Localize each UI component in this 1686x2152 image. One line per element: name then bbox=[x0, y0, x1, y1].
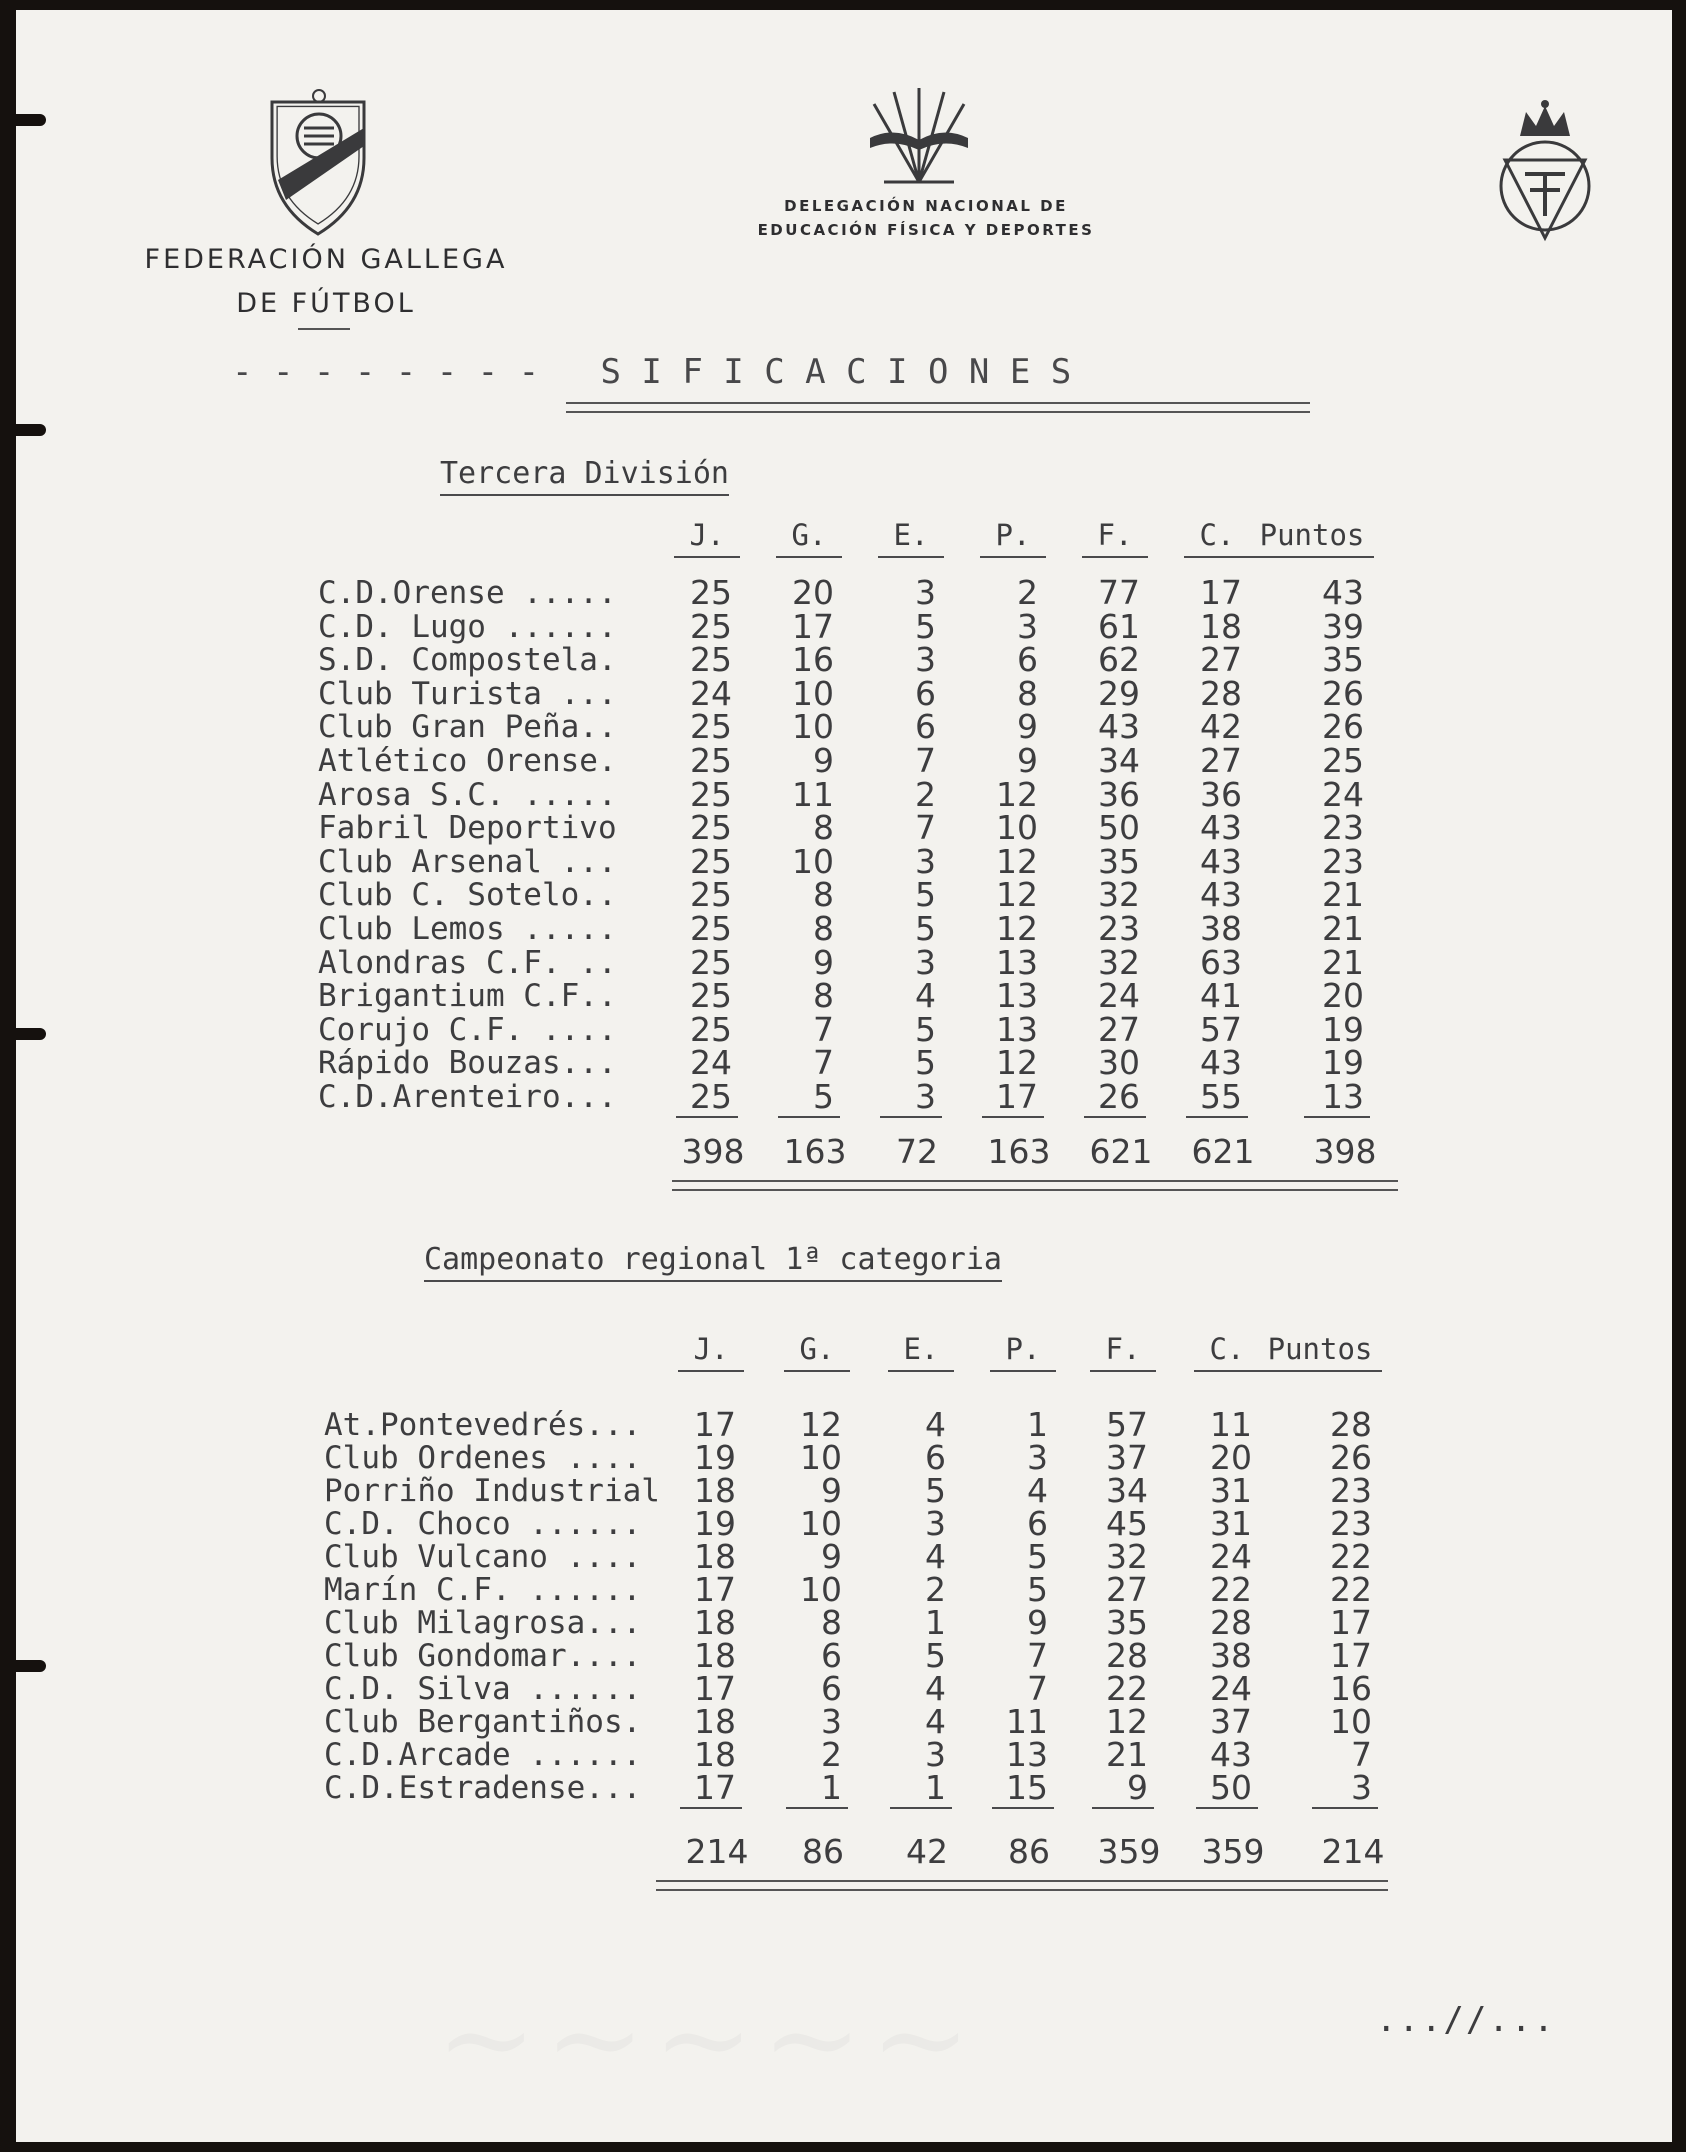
stat-cell: 25 bbox=[690, 1009, 732, 1049]
stat-cell: 57 bbox=[1200, 1009, 1242, 1049]
stat-cell: 34 bbox=[1106, 1471, 1148, 1510]
stat-cell: 9 bbox=[813, 741, 834, 780]
stat-cell: 25 bbox=[690, 741, 732, 780]
sum-underline bbox=[1084, 1116, 1146, 1118]
team-name: Club Gondomar.... bbox=[324, 1638, 642, 1674]
stat-cell: 18 bbox=[694, 1636, 736, 1675]
stat-cell: 77 bbox=[1098, 573, 1140, 612]
total-cell: 163 bbox=[987, 1132, 1051, 1171]
continuation-mark: ...//... bbox=[1376, 2000, 1556, 2040]
stat-cell: 21 bbox=[1322, 875, 1364, 915]
stat-cell: 27 bbox=[1106, 1570, 1148, 1609]
binding-hole bbox=[16, 1028, 46, 1040]
stat-cell: 6 bbox=[1027, 1504, 1048, 1543]
stat-cell: 8 bbox=[813, 808, 834, 848]
federation-line-2: DE FÚTBOL bbox=[236, 288, 416, 319]
stat-cell: 11 bbox=[1210, 1405, 1252, 1444]
stat-cell: 62 bbox=[1098, 640, 1140, 680]
stat-cell: 50 bbox=[1210, 1768, 1252, 1807]
stat-cell: 25 bbox=[690, 707, 732, 747]
stat-cell: 7 bbox=[1027, 1669, 1048, 1708]
stat-cell: 25 bbox=[690, 1077, 732, 1116]
stat-cell: 6 bbox=[925, 1438, 946, 1477]
stat-cell: 45 bbox=[1106, 1504, 1148, 1543]
stat-cell: 43 bbox=[1322, 573, 1364, 612]
stat-cell: 20 bbox=[1210, 1438, 1252, 1477]
sum-underline bbox=[890, 1807, 952, 1809]
sum-underline bbox=[680, 1807, 742, 1809]
team-name: Club C. Sotelo.. bbox=[318, 877, 617, 914]
stat-cell: 23 bbox=[1322, 808, 1364, 848]
team-name: Fabril Deportivo bbox=[318, 810, 617, 847]
stat-cell: 18 bbox=[694, 1702, 736, 1741]
stat-cell: 3 bbox=[1017, 606, 1038, 646]
stat-cell: 22 bbox=[1330, 1570, 1372, 1609]
stat-cell: 6 bbox=[915, 673, 936, 713]
stat-cell: 17 bbox=[694, 1768, 736, 1807]
stat-cell: 10 bbox=[800, 1570, 842, 1609]
stat-cell: 55 bbox=[1200, 1077, 1242, 1116]
stat-cell: 4 bbox=[1027, 1471, 1048, 1510]
stat-cell: 19 bbox=[694, 1504, 736, 1543]
federation-line-1: FEDERACIÓN GALLEGA bbox=[144, 244, 508, 275]
stat-cell: 8 bbox=[813, 909, 834, 948]
stat-cell: 8 bbox=[1017, 673, 1038, 713]
stat-cell: 4 bbox=[925, 1669, 946, 1708]
stat-cell: 3 bbox=[915, 640, 936, 680]
stat-cell: 25 bbox=[1322, 741, 1364, 780]
stat-cell: 3 bbox=[915, 573, 936, 612]
sum-underline bbox=[778, 1116, 840, 1118]
stat-cell: 12 bbox=[996, 774, 1038, 814]
stat-cell: 43 bbox=[1098, 707, 1140, 747]
column-header: Puntos bbox=[1250, 518, 1374, 558]
stat-cell: 11 bbox=[792, 774, 834, 814]
stat-cell: 23 bbox=[1330, 1504, 1372, 1543]
stat-cell: 5 bbox=[915, 1009, 936, 1049]
sum-underline bbox=[992, 1807, 1054, 1809]
stat-cell: 4 bbox=[925, 1702, 946, 1741]
stat-cell: 18 bbox=[1200, 606, 1242, 646]
stat-cell: 5 bbox=[915, 606, 936, 646]
team-name: At.Pontevedrés... bbox=[324, 1407, 642, 1443]
stat-cell: 25 bbox=[690, 909, 732, 948]
stat-cell: 25 bbox=[690, 606, 732, 646]
team-name: Club Milagrosa... bbox=[324, 1605, 642, 1641]
stat-cell: 21 bbox=[1322, 909, 1364, 948]
stat-cell: 12 bbox=[996, 1043, 1038, 1083]
column-header: P. bbox=[980, 518, 1046, 558]
stat-cell: 10 bbox=[996, 808, 1038, 848]
stat-cell: 5 bbox=[925, 1636, 946, 1675]
team-name: C.D.Orense ..... bbox=[318, 575, 617, 611]
stat-cell: 25 bbox=[690, 841, 732, 881]
stat-cell: 17 bbox=[792, 606, 834, 646]
stat-cell: 31 bbox=[1210, 1504, 1252, 1543]
tercera-heading: Tercera División bbox=[440, 456, 729, 496]
team-name: Corujo C.F. .... bbox=[318, 1011, 617, 1048]
binding-hole bbox=[16, 114, 46, 126]
stat-cell: 9 bbox=[1017, 707, 1038, 747]
stat-cell: 3 bbox=[915, 942, 936, 982]
total-cell: 86 bbox=[1008, 1832, 1050, 1871]
stat-cell: 23 bbox=[1322, 841, 1364, 881]
team-name: Club Bergantiños. bbox=[324, 1704, 642, 1740]
column-header: E. bbox=[888, 1332, 954, 1372]
stat-cell: 13 bbox=[996, 1009, 1038, 1049]
stat-cell: 25 bbox=[690, 976, 732, 1016]
stat-cell: 24 bbox=[690, 1043, 732, 1083]
stat-cell: 36 bbox=[1098, 774, 1140, 814]
stat-cell: 27 bbox=[1200, 640, 1242, 680]
stat-cell: 31 bbox=[1210, 1471, 1252, 1510]
stat-cell: 7 bbox=[1351, 1735, 1372, 1774]
federation-crest-icon bbox=[264, 88, 374, 238]
stat-cell: 10 bbox=[792, 673, 834, 713]
stat-cell: 3 bbox=[925, 1504, 946, 1543]
stat-cell: 22 bbox=[1106, 1669, 1148, 1708]
column-header: C. bbox=[1184, 518, 1250, 558]
stat-cell: 6 bbox=[821, 1636, 842, 1675]
stat-cell: 3 bbox=[1027, 1438, 1048, 1477]
stat-cell: 9 bbox=[813, 942, 834, 982]
stat-cell: 28 bbox=[1200, 673, 1242, 713]
stat-cell: 25 bbox=[690, 573, 732, 612]
stat-cell: 25 bbox=[690, 774, 732, 814]
stat-cell: 17 bbox=[694, 1669, 736, 1708]
royal-crown-crest-icon bbox=[1490, 98, 1600, 248]
regional-heading: Campeonato regional 1ª categoria bbox=[424, 1242, 1002, 1282]
stat-cell: 37 bbox=[1210, 1702, 1252, 1741]
total-cell: 398 bbox=[1313, 1132, 1377, 1171]
stat-cell: 1 bbox=[821, 1768, 842, 1807]
stat-cell: 25 bbox=[690, 808, 732, 848]
stat-cell: 5 bbox=[1027, 1570, 1048, 1609]
stat-cell: 12 bbox=[996, 875, 1038, 915]
team-name: Club Gran Peña.. bbox=[318, 709, 617, 746]
stat-cell: 13 bbox=[996, 976, 1038, 1016]
delegation-name bbox=[716, 194, 1136, 242]
binding-hole bbox=[16, 424, 46, 436]
team-name: Club Turista ... bbox=[318, 675, 617, 712]
sum-underline bbox=[1304, 1116, 1370, 1118]
stat-cell: 43 bbox=[1200, 875, 1242, 915]
stat-cell: 24 bbox=[1322, 774, 1364, 814]
stat-cell: 8 bbox=[821, 1603, 842, 1642]
total-cell: 621 bbox=[1191, 1132, 1255, 1171]
stat-cell: 24 bbox=[1210, 1669, 1252, 1708]
column-header: E. bbox=[878, 518, 944, 558]
stat-cell: 22 bbox=[1330, 1537, 1372, 1576]
stat-cell: 17 bbox=[996, 1077, 1038, 1116]
column-header: F. bbox=[1090, 1332, 1156, 1372]
stat-cell: 11 bbox=[1006, 1702, 1048, 1741]
stat-cell: 1 bbox=[925, 1603, 946, 1642]
stat-cell: 12 bbox=[996, 841, 1038, 881]
stat-cell: 16 bbox=[792, 640, 834, 680]
team-name: Rápido Bouzas... bbox=[318, 1045, 617, 1082]
faint-handwritten-watermark: ~~~~~ bbox=[436, 1970, 979, 2109]
stat-cell: 35 bbox=[1106, 1603, 1148, 1642]
total-cell: 621 bbox=[1089, 1132, 1153, 1171]
team-name: Club Arsenal ... bbox=[318, 843, 617, 880]
stat-cell: 24 bbox=[1210, 1537, 1252, 1576]
stat-cell: 32 bbox=[1098, 942, 1140, 982]
document-page bbox=[16, 10, 1672, 2142]
team-name: S.D. Compostela. bbox=[318, 642, 617, 679]
stat-cell: 1 bbox=[925, 1768, 946, 1807]
stat-cell: 22 bbox=[1210, 1570, 1252, 1609]
stat-cell: 30 bbox=[1098, 1043, 1140, 1083]
stat-cell: 26 bbox=[1322, 673, 1364, 713]
total-cell: 214 bbox=[1321, 1832, 1385, 1871]
stat-cell: 17 bbox=[1330, 1603, 1372, 1642]
sum-underline bbox=[1092, 1807, 1154, 1809]
team-name: C.D.Arenteiro... bbox=[318, 1079, 617, 1115]
stat-cell: 17 bbox=[1330, 1636, 1372, 1675]
total-cell: 72 bbox=[896, 1132, 938, 1171]
stat-cell: 21 bbox=[1106, 1735, 1148, 1774]
page-title: - - - - - - - - S I F I C A C I O N E S bbox=[232, 352, 1072, 392]
stat-cell: 2 bbox=[915, 774, 936, 814]
stat-cell: 2 bbox=[821, 1735, 842, 1774]
stat-cell: 43 bbox=[1200, 1043, 1242, 1083]
stat-cell: 38 bbox=[1200, 909, 1242, 948]
stat-cell: 10 bbox=[1330, 1702, 1372, 1741]
stat-cell: 43 bbox=[1200, 808, 1242, 848]
stat-cell: 17 bbox=[1200, 573, 1242, 612]
stat-cell: 5 bbox=[925, 1471, 946, 1510]
column-header: G. bbox=[784, 1332, 850, 1372]
stat-cell: 19 bbox=[694, 1438, 736, 1477]
stat-cell: 9 bbox=[821, 1471, 842, 1510]
stat-cell: 43 bbox=[1210, 1735, 1252, 1774]
stat-cell: 63 bbox=[1200, 942, 1242, 982]
stat-cell: 38 bbox=[1210, 1636, 1252, 1675]
stat-cell: 17 bbox=[694, 1405, 736, 1444]
stat-cell: 19 bbox=[1322, 1009, 1364, 1049]
stat-cell: 7 bbox=[915, 808, 936, 848]
sum-underline bbox=[880, 1116, 942, 1118]
stat-cell: 12 bbox=[1106, 1702, 1148, 1741]
stat-cell: 57 bbox=[1106, 1405, 1148, 1444]
stat-cell: 28 bbox=[1106, 1636, 1148, 1675]
stat-cell: 16 bbox=[1330, 1669, 1372, 1708]
stat-cell: 5 bbox=[915, 1043, 936, 1083]
stat-cell: 21 bbox=[1322, 942, 1364, 982]
stat-cell: 13 bbox=[1322, 1077, 1364, 1116]
title-double-rule bbox=[566, 402, 1310, 413]
stat-cell: 12 bbox=[800, 1405, 842, 1444]
team-name: C.D. Lugo ...... bbox=[318, 608, 617, 645]
stat-cell: 10 bbox=[800, 1438, 842, 1477]
stat-cell: 5 bbox=[1027, 1537, 1048, 1576]
team-name: Brigantium C.F.. bbox=[318, 978, 617, 1015]
column-header: F. bbox=[1082, 518, 1148, 558]
sum-underline bbox=[786, 1807, 848, 1809]
regional-totals-double-rule bbox=[656, 1880, 1388, 1891]
team-name: Club Vulcano .... bbox=[324, 1539, 642, 1575]
sum-underline bbox=[676, 1116, 738, 1118]
total-cell: 86 bbox=[802, 1832, 844, 1871]
stat-cell: 1 bbox=[1027, 1405, 1048, 1444]
stat-cell: 39 bbox=[1322, 606, 1364, 646]
team-name: C.D. Silva ...... bbox=[324, 1671, 642, 1707]
total-cell: 398 bbox=[681, 1132, 745, 1171]
stat-cell: 42 bbox=[1200, 707, 1242, 747]
stat-cell: 2 bbox=[925, 1570, 946, 1609]
sum-underline bbox=[1312, 1807, 1378, 1809]
federation-rule bbox=[298, 328, 350, 330]
stat-cell: 12 bbox=[996, 909, 1038, 948]
team-name: Club Ordenes .... bbox=[324, 1440, 642, 1476]
stat-cell: 7 bbox=[813, 1043, 834, 1083]
federation-name bbox=[96, 238, 556, 326]
stat-cell: 18 bbox=[694, 1735, 736, 1774]
stat-cell: 26 bbox=[1322, 707, 1364, 747]
team-name: Alondras C.F. .. bbox=[318, 944, 617, 981]
stat-cell: 5 bbox=[915, 875, 936, 915]
stat-cell: 35 bbox=[1098, 841, 1140, 881]
stat-cell: 6 bbox=[915, 707, 936, 747]
stat-cell: 24 bbox=[1098, 976, 1140, 1016]
stat-cell: 23 bbox=[1330, 1471, 1372, 1510]
total-cell: 359 bbox=[1097, 1832, 1161, 1871]
stat-cell: 9 bbox=[1017, 741, 1038, 780]
column-header: Puntos bbox=[1258, 1332, 1382, 1372]
stat-cell: 2 bbox=[1017, 573, 1038, 612]
stat-cell: 34 bbox=[1098, 741, 1140, 780]
tercera-totals-double-rule bbox=[672, 1180, 1398, 1191]
column-header: J. bbox=[674, 518, 740, 558]
total-cell: 359 bbox=[1201, 1832, 1265, 1871]
team-name: C.D.Estradense... bbox=[324, 1770, 642, 1806]
stat-cell: 32 bbox=[1098, 875, 1140, 915]
column-header: J. bbox=[678, 1332, 744, 1372]
stat-cell: 61 bbox=[1098, 606, 1140, 646]
stat-cell: 5 bbox=[915, 909, 936, 948]
stat-cell: 3 bbox=[1351, 1768, 1372, 1807]
sum-underline bbox=[982, 1116, 1044, 1118]
team-name: C.D.Arcade ...... bbox=[324, 1737, 642, 1773]
stat-cell: 9 bbox=[821, 1537, 842, 1576]
stat-cell: 27 bbox=[1200, 741, 1242, 780]
team-name: Atlético Orense. bbox=[318, 743, 617, 779]
total-cell: 42 bbox=[906, 1832, 948, 1871]
stat-cell: 10 bbox=[800, 1504, 842, 1543]
stat-cell: 20 bbox=[792, 573, 834, 612]
stat-cell: 9 bbox=[1127, 1768, 1148, 1807]
stat-cell: 37 bbox=[1106, 1438, 1148, 1477]
stat-cell: 6 bbox=[1017, 640, 1038, 680]
stat-cell: 3 bbox=[915, 841, 936, 881]
stat-cell: 18 bbox=[694, 1471, 736, 1510]
stat-cell: 13 bbox=[1006, 1735, 1048, 1774]
stat-cell: 4 bbox=[925, 1537, 946, 1576]
stat-cell: 4 bbox=[925, 1405, 946, 1444]
column-header: C. bbox=[1194, 1332, 1260, 1372]
team-name: C.D. Choco ...... bbox=[324, 1506, 642, 1542]
stat-cell: 8 bbox=[813, 875, 834, 915]
stat-cell: 3 bbox=[925, 1735, 946, 1774]
stat-cell: 7 bbox=[915, 741, 936, 780]
team-name: Club Lemos ..... bbox=[318, 911, 617, 947]
delegation-line-1: DELEGACIÓN NACIONAL DE bbox=[784, 197, 1068, 215]
stat-cell: 7 bbox=[813, 1009, 834, 1049]
stat-cell: 18 bbox=[694, 1537, 736, 1576]
stat-cell: 10 bbox=[792, 707, 834, 747]
stat-cell: 36 bbox=[1200, 774, 1242, 814]
team-name: Arosa S.C. ..... bbox=[318, 776, 617, 813]
stat-cell: 3 bbox=[821, 1702, 842, 1741]
sum-underline bbox=[1196, 1807, 1258, 1809]
team-name: Porriño Industrial bbox=[324, 1473, 660, 1509]
stat-cell: 13 bbox=[996, 942, 1038, 982]
team-name: Marín C.F. ...... bbox=[324, 1572, 642, 1608]
column-header: P. bbox=[990, 1332, 1056, 1372]
stat-cell: 6 bbox=[821, 1669, 842, 1708]
stat-cell: 15 bbox=[1006, 1768, 1048, 1807]
stat-cell: 17 bbox=[694, 1570, 736, 1609]
stat-cell: 4 bbox=[915, 976, 936, 1016]
stat-cell: 25 bbox=[690, 640, 732, 680]
stat-cell: 10 bbox=[792, 841, 834, 881]
stat-cell: 32 bbox=[1106, 1537, 1148, 1576]
stat-cell: 5 bbox=[813, 1077, 834, 1116]
stat-cell: 29 bbox=[1098, 673, 1140, 713]
stat-cell: 9 bbox=[1027, 1603, 1048, 1642]
stat-cell: 43 bbox=[1200, 841, 1242, 881]
total-cell: 163 bbox=[783, 1132, 847, 1171]
stat-cell: 20 bbox=[1322, 976, 1364, 1016]
stat-cell: 18 bbox=[694, 1603, 736, 1642]
stat-cell: 26 bbox=[1330, 1438, 1372, 1477]
total-cell: 214 bbox=[685, 1832, 749, 1871]
stat-cell: 25 bbox=[690, 942, 732, 982]
stat-cell: 28 bbox=[1210, 1603, 1252, 1642]
yoke-arrows-emblem-icon bbox=[864, 82, 974, 192]
stat-cell: 7 bbox=[1027, 1636, 1048, 1675]
stat-cell: 41 bbox=[1200, 976, 1242, 1016]
stat-cell: 27 bbox=[1098, 1009, 1140, 1049]
stat-cell: 50 bbox=[1098, 808, 1140, 848]
delegation-line-2: EDUCACIÓN FÍSICA Y DEPORTES bbox=[757, 221, 1095, 239]
stat-cell: 24 bbox=[690, 673, 732, 713]
stat-cell: 19 bbox=[1322, 1043, 1364, 1083]
stat-cell: 3 bbox=[915, 1077, 936, 1116]
binding-hole bbox=[16, 1660, 46, 1672]
stat-cell: 35 bbox=[1322, 640, 1364, 680]
stat-cell: 23 bbox=[1098, 909, 1140, 948]
sum-underline bbox=[1186, 1116, 1248, 1118]
stat-cell: 26 bbox=[1098, 1077, 1140, 1116]
stat-cell: 25 bbox=[690, 875, 732, 915]
stat-cell: 28 bbox=[1330, 1405, 1372, 1444]
column-header: G. bbox=[776, 518, 842, 558]
stat-cell: 8 bbox=[813, 976, 834, 1016]
